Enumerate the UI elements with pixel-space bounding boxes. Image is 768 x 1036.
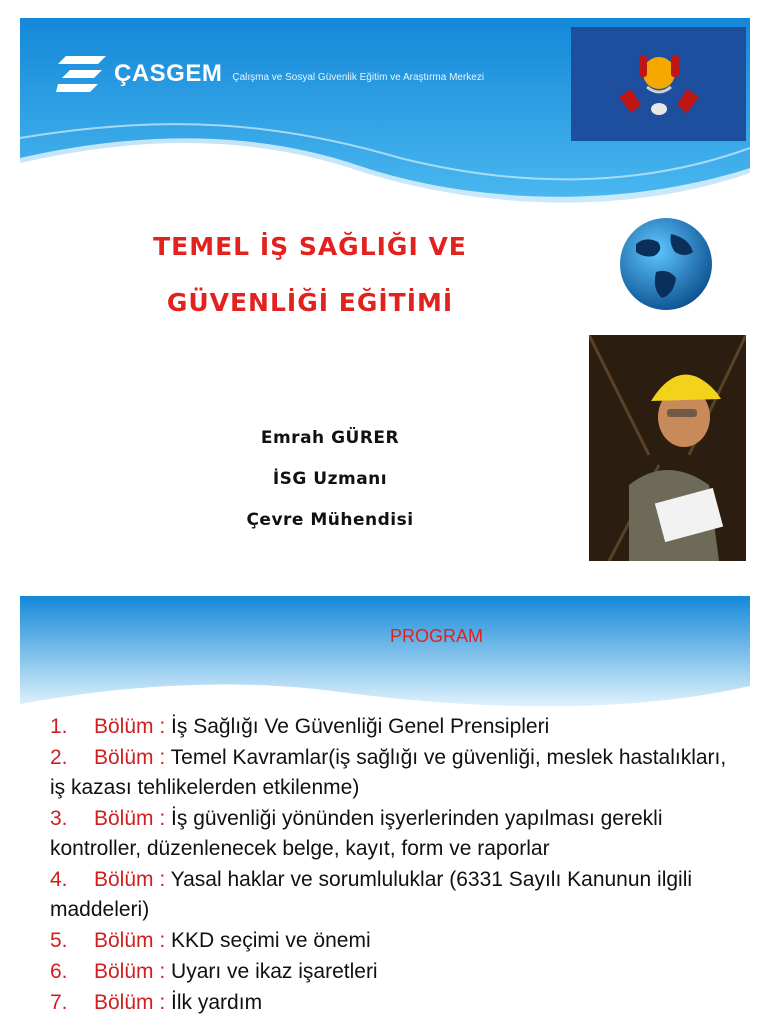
logo-name: ÇASGEM [114,60,223,87]
item-text: İş Sağlığı Ve Güvenliği Genel Prensipleri [171,715,550,738]
slide-title-line-1: TEMEL İŞ SAĞLIĞI VE [153,232,467,261]
author-name: Emrah GÜRER [260,428,400,448]
list-item [50,988,740,1018]
item-number: 6. [50,960,68,983]
worker-hardhat-image [589,335,746,561]
program-heading: PROGRAM [390,626,484,646]
item-text: Uyarı ve ikaz işaretleri [171,960,378,983]
ppe-equipment-image [571,27,746,141]
item-number: 2. [50,746,68,769]
item-label: Bölüm : [94,746,166,769]
list-item [50,743,740,803]
casgem-logo [56,54,484,94]
item-text: Temel Kavramlar(iş sağlığı ve güvenliği, meslek hastalıkları, iş kazası tehlikelerden etkilenme) [50,746,727,799]
item-number: 7. [50,991,68,1014]
list-item [50,957,740,987]
casgem-logo-mark-icon [56,54,108,94]
author-field: Çevre Mühendisi [246,510,414,530]
title-slide [20,18,750,578]
blue-wave-banner-2 [20,596,750,716]
item-number: 4. [50,868,68,891]
list-item [50,712,740,742]
logo-tagline: Çalışma ve Sosyal Güvenlik Eğitim ve Araştırma Merkezi [232,71,485,83]
item-label: Bölüm : [94,715,166,738]
item-number: 1. [50,715,68,738]
list-item [50,865,740,925]
author-role: İSG Uzmanı [272,469,388,489]
item-label: Bölüm : [94,960,166,983]
item-label: Bölüm : [94,929,166,952]
item-label: Bölüm : [94,991,166,1014]
item-text: İlk yardım [171,991,263,1014]
program-slide [20,596,750,1036]
item-number: 3. [50,807,68,830]
list-item [50,804,740,864]
item-number: 5. [50,929,68,952]
program-list [50,712,740,1019]
item-label: Bölüm : [94,868,166,891]
item-text: Yasal haklar ve sorumluluklar (6331 Sayılı Kanunun ilgili maddeleri) [50,868,693,921]
item-text: KKD seçimi ve önemi [171,929,371,952]
slide-title-line-2: GÜVENLİĞİ EĞİTİMİ [166,288,454,317]
list-item [50,926,740,956]
item-label: Bölüm : [94,807,166,830]
globe-icon [616,214,716,314]
item-text: İş güvenliği yönünden işyerlerinden yapılması gerekli kontroller, düzenlenecek belge, kayıt, form ve raporlar [50,807,663,860]
